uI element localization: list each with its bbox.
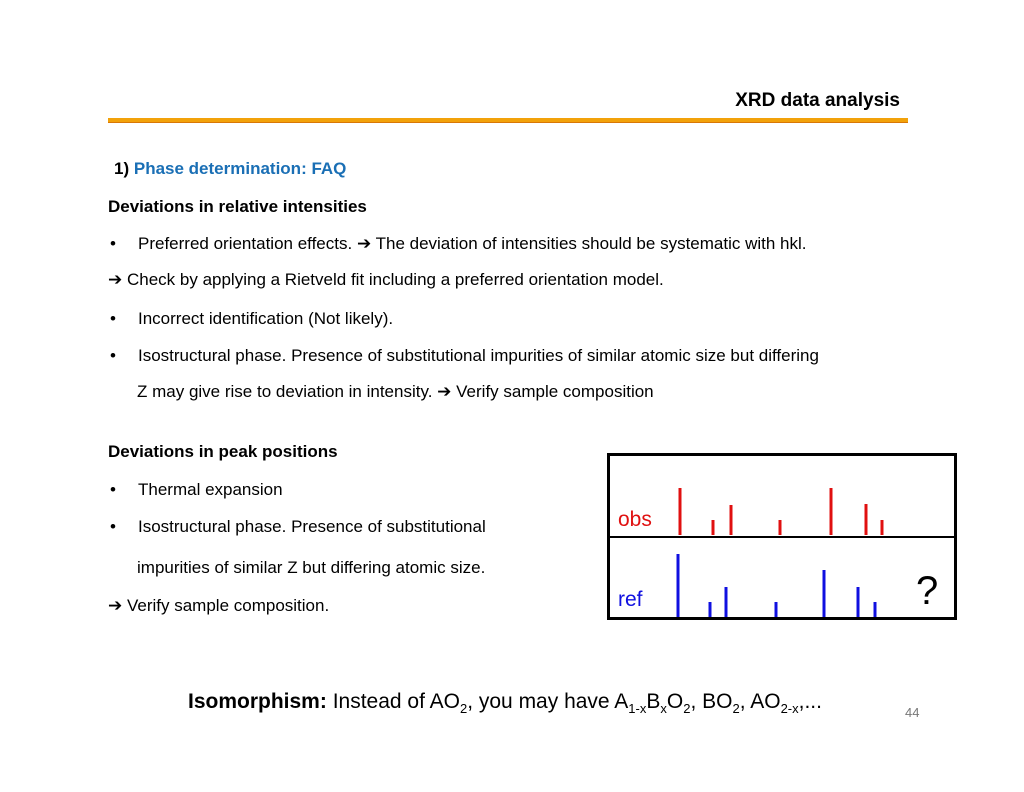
arrow-icon: ➔ <box>356 234 372 253</box>
question-mark: ? <box>916 569 939 613</box>
bullet-text: Preferred orientation effects. <box>138 234 353 253</box>
arrow-icon: ➔ <box>437 382 452 401</box>
formula-sub: 2-x <box>780 701 799 716</box>
intensities-bullet-3-continued <box>137 382 654 402</box>
bullet-text: Isostructural phase. Presence of substitutional impurities of similar atomic size but differing <box>138 346 819 365</box>
bullet-text: Incorrect identification (Not likely). <box>138 309 394 328</box>
bullet-icon: • <box>110 480 116 499</box>
note-text: Check by applying a Rietveld fit including a preferred orientation model. <box>126 270 664 289</box>
ref-peaks <box>678 554 875 617</box>
bullet-arrow-text: The deviation of intensities should be systematic with hkl. <box>375 234 807 253</box>
section-heading <box>114 159 346 179</box>
isomorphism-term: Isomorphism: <box>188 690 327 713</box>
formula-sub: x <box>660 701 667 716</box>
bullet-text: Thermal expansion <box>138 480 283 499</box>
arrow-icon: ➔ <box>108 270 123 289</box>
intensities-bullet-3 <box>110 346 819 366</box>
formula-text: O <box>666 690 684 713</box>
formula-sub: 2 <box>683 701 691 716</box>
formula-text: Instead of AO <box>332 690 460 713</box>
positions-bullet-1 <box>110 480 283 500</box>
formula-sub: 2 <box>459 701 468 716</box>
slide-title: XRD data analysis <box>735 90 900 111</box>
bullet-icon: • <box>110 346 116 365</box>
intensities-heading: Deviations in relative intensities <box>108 197 367 216</box>
positions-note <box>108 596 329 616</box>
bullet-arrow-text: Verify sample composition <box>456 382 654 401</box>
positions-heading: Deviations in peak positions <box>108 442 338 461</box>
intensities-bullet-2 <box>110 309 393 329</box>
section-number: 1) <box>114 159 130 178</box>
bullet-icon: • <box>110 309 116 328</box>
bullet-text: Isostructural phase. Presence of substitutional <box>138 517 486 536</box>
formula-text: , AO <box>739 690 781 713</box>
formula-text: , you may have A <box>467 690 629 713</box>
positions-bullet-2 <box>110 517 486 537</box>
section-title: Phase determination: FAQ <box>133 159 347 178</box>
bullet-icon: • <box>110 234 116 253</box>
obs-label: obs <box>618 508 652 531</box>
xrd-comparison-figure <box>607 453 957 620</box>
page-number: 44 <box>905 705 920 720</box>
formula-text: , BO <box>690 690 733 713</box>
positions-bullet-2-continued: impurities of similar Z but differing atomic size. <box>137 558 486 577</box>
intensities-bullet-1 <box>110 234 807 254</box>
formula-text: ,... <box>798 690 822 713</box>
ref-label: ref <box>618 588 643 611</box>
note-text: Verify sample composition. <box>126 596 330 615</box>
intensities-note <box>108 270 664 290</box>
formula-sub: 1-x <box>628 701 647 716</box>
isomorphism-note <box>188 690 822 716</box>
formula-sub: 2 <box>732 701 740 716</box>
bullet-text: Z may give rise to deviation in intensity. <box>137 382 433 401</box>
formula-text: B <box>646 690 661 713</box>
obs-peaks <box>680 488 882 535</box>
arrow-icon: ➔ <box>108 596 123 615</box>
bullet-icon: • <box>110 517 116 536</box>
title-underline <box>108 118 908 123</box>
